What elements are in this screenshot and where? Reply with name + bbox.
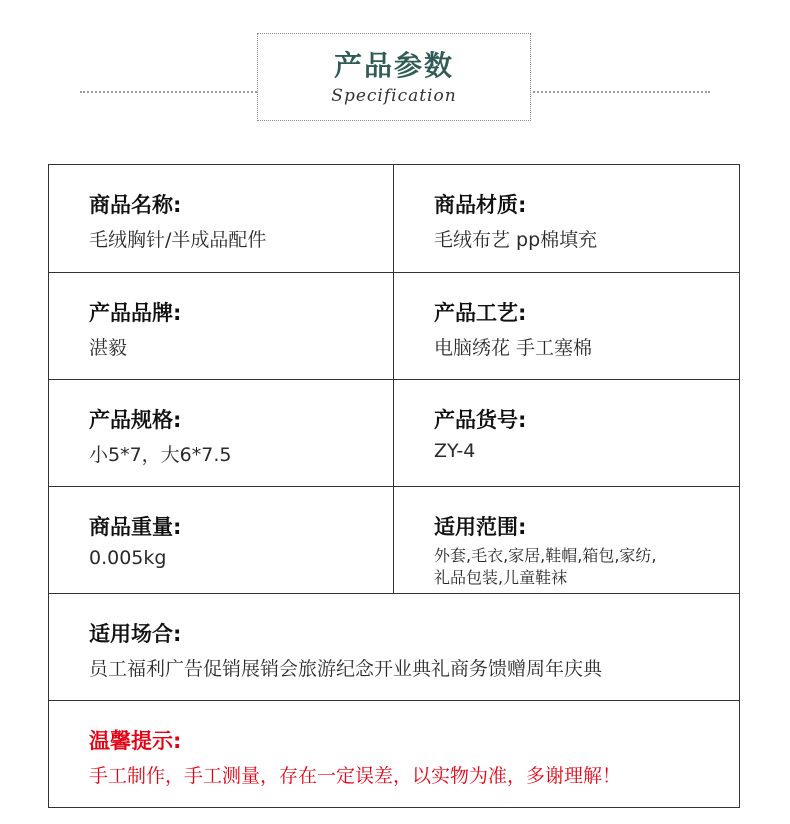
notice-value: 手工制作，手工测量，存在一定误差，以实物为准，多谢理解！ — [89, 765, 622, 787]
spec-value: ZY-4 — [434, 440, 476, 462]
spec-cell-weight — [49, 487, 394, 593]
spec-label: 商品重量: — [89, 515, 182, 539]
table-row — [49, 165, 739, 273]
spec-value: 电脑绣花 手工塞棉 — [434, 337, 593, 359]
page-subtitle: Specification — [331, 86, 457, 106]
table-row — [49, 701, 739, 807]
spec-label: 产品规格: — [89, 408, 182, 432]
spec-value: 毛绒胸针/半成品配件 — [89, 229, 267, 251]
table-row — [49, 487, 739, 594]
notice-label: 温馨提示: — [89, 729, 182, 753]
spec-value — [434, 545, 714, 589]
table-row — [49, 380, 739, 487]
spec-label: 商品材质: — [434, 193, 527, 217]
spec-value: 小5*7，大6*7.5 — [89, 444, 232, 466]
spec-value-line: 礼品包装,儿童鞋袜 — [434, 568, 568, 587]
spec-value: 毛绒布艺 pp棉填充 — [434, 229, 598, 251]
spec-cell-size — [49, 380, 394, 486]
spec-table — [48, 164, 740, 808]
spec-value-line: 外套,毛衣,家居,鞋帽,箱包,家纺, — [434, 546, 657, 565]
spec-label: 适用范围: — [434, 515, 527, 539]
table-row — [49, 273, 739, 380]
spec-cell-craft — [394, 273, 739, 379]
header-frame — [257, 33, 531, 121]
page-title: 产品参数 — [333, 49, 454, 82]
spec-cell-name — [49, 165, 394, 272]
spec-label: 产品货号: — [434, 408, 527, 432]
spec-value: 湛毅 — [89, 337, 128, 359]
spec-label: 产品工艺: — [434, 301, 527, 325]
spec-cell-material — [394, 165, 739, 272]
spec-cell-notice — [49, 701, 739, 807]
spec-cell-occasion — [49, 594, 739, 700]
spec-label: 产品品牌: — [89, 301, 182, 325]
spec-label: 适用场合: — [89, 622, 182, 646]
spec-label: 商品名称: — [89, 193, 182, 217]
spec-value: 员工福利广告促销展销会旅游纪念开业典礼商务馈赠周年庆典 — [89, 658, 603, 680]
spec-cell-scope — [394, 487, 739, 593]
table-row — [49, 594, 739, 701]
spec-cell-brand — [49, 273, 394, 379]
spec-value: 0.005kg — [89, 547, 167, 569]
spec-cell-sku — [394, 380, 739, 486]
